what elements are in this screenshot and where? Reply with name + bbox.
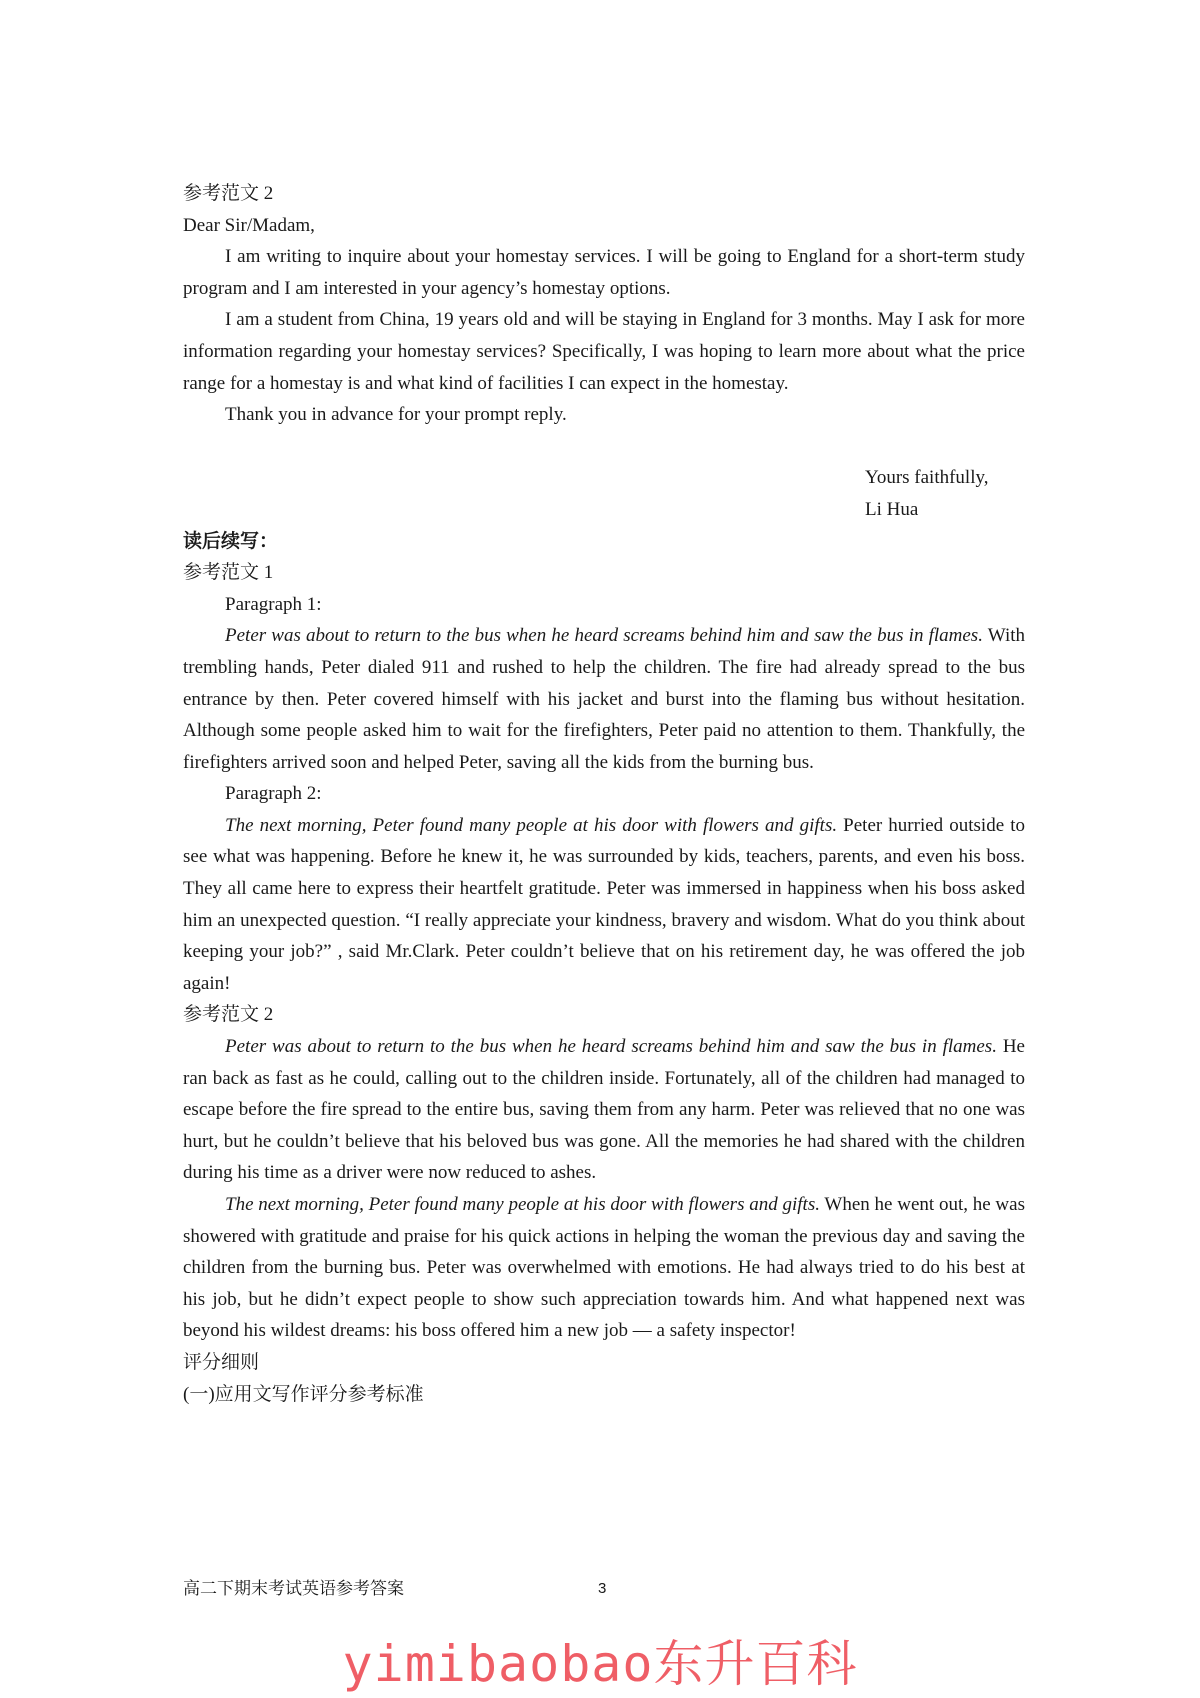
- grading-title: 评分细则: [183, 1351, 260, 1373]
- sample2-paragraph-1: [183, 1031, 1025, 1189]
- watermark-text: yimibaobao东升百科: [342, 1635, 858, 1693]
- sample1-para1-body: With trembling hands, Peter dialed 911 and rushed to help the children. The fire had already spread to the bus entrance by then. Peter covered himself with his jacket and burst into the flaming bus without hesitation. Although some people asked him to wait for the firefighters, Peter paid no attention to them. Thankfully, the firefighters arrived soon and helped Peter, saving all the kids from the burning bus.: [183, 625, 1026, 773]
- sample1-paragraph-2: [183, 810, 1025, 1000]
- letter-paragraph-2: I am a student from China, 19 years old and will be staying in England for 3 months. May I ask for more information regarding your homestay services? Specifically, I was hoping to learn more about what the price range for a homestay is and what kind of facilities I can expect in the homestay.: [183, 309, 1025, 394]
- continuation-section-title: 读后续写：: [183, 530, 279, 552]
- letter-signature: Li Hua: [865, 498, 919, 520]
- letter-heading: 参考范文 2: [183, 183, 274, 204]
- letter-closing: Yours faithfully,: [865, 467, 989, 489]
- page-number: 3: [598, 1580, 607, 1597]
- sample2-paragraph-2: [183, 1189, 1025, 1347]
- footer-title: 高二下期末考试英语参考答案: [183, 1579, 404, 1598]
- sample2-para2-opening: The next morning, Peter found many people at his door with flowers and gifts.: [225, 1194, 820, 1215]
- sample1-para1-label: Paragraph 1:: [225, 593, 322, 615]
- spacer: [183, 431, 1025, 463]
- letter-paragraph-1: I am writing to inquire about your homestay services. I will be going to England for a short-term study program and I am interested in your agency’s homestay options.: [183, 246, 1025, 299]
- sample1-para2-opening: The next morning, Peter found many people at his door with flowers and gifts.: [225, 814, 838, 836]
- sample1-para1-opening: Peter was about to return to the bus when he heard screams behind him and saw the bus in flames.: [225, 625, 983, 647]
- sample2-para1-body: He ran back as fast as he could, calling out to the children inside. Fortunately, all of the children had managed to escape before the fire spread to the entire bus, saving them from any harm. Peter was relieved that no one was hurt, but he couldn’t believe that his beloved bus was gone. All the memories he had shared with the children during his time as a driver were now reduced to ashes.: [183, 1036, 1025, 1184]
- sample2-heading: 参考范文 2: [183, 1004, 274, 1026]
- sample2-para1-opening: Peter was about to return to the bus when he heard screams behind him and saw the bus in flames.: [225, 1036, 997, 1058]
- sample2-para2-body: When he went out, he was showered with gratitude and praise for his quick actions in helping the woman the previous day and saving the children from the burning bus. Peter was overwhelmed with emotions. He had always tried to do his best at his job, but he didn’t expect people to show such appreciation towards him. And what happened next was beyond his wildest dreams: his boss offered him a new job — a safety inspector!: [183, 1194, 1025, 1342]
- letter-salutation: Dear Sir/Madam,: [183, 214, 315, 236]
- sample1-para2-label: Paragraph 2:: [225, 783, 322, 805]
- sample1-heading: 参考范文 1: [183, 562, 274, 584]
- document-body: [183, 178, 1025, 1410]
- sample1-paragraph-1: [183, 620, 1025, 778]
- letter-paragraph-3: Thank you in advance for your prompt reply.: [225, 404, 567, 426]
- sample1-para2-body: Peter hurried outside to see what was happening. Before he knew it, he was surrounded by kids, teachers, parents, and even his boss. They all came here to express their heartfelt gratitude. Peter was immersed in happiness when his boss asked him an unexpected question. “I really appreciate your kindness, bravery and wisdom. What do you think about keeping your job?” , said Mr.Clark. Peter couldn’t believe that on his retirement day, he was offered the job again!: [183, 814, 1025, 994]
- grading-subtitle: (一)应用文写作评分参考标准: [183, 1383, 424, 1405]
